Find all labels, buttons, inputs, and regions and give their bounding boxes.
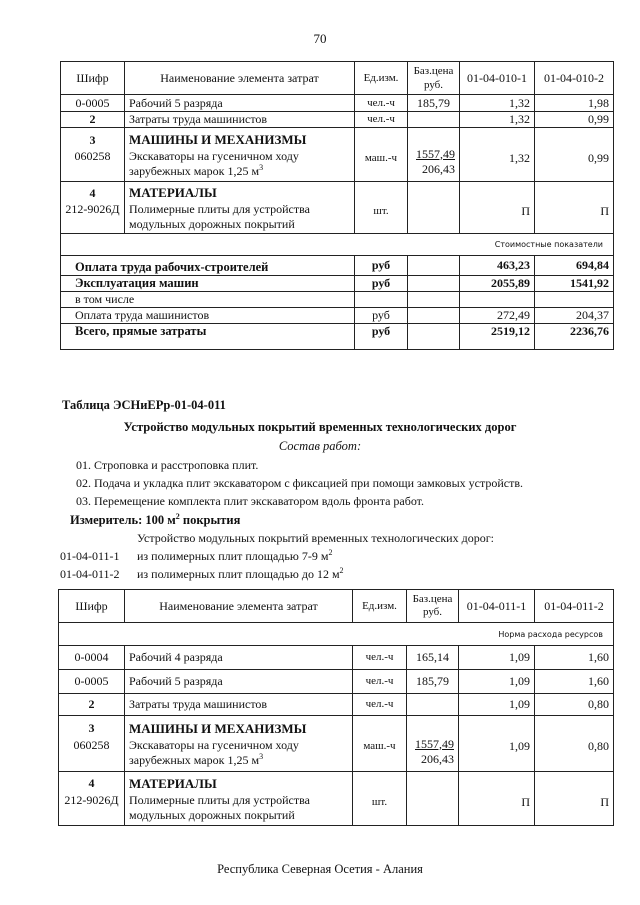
item-code: 060258	[73, 738, 110, 752]
table-row	[61, 112, 614, 128]
summary-row	[61, 276, 614, 292]
row-name: Рабочий 5 разряда	[125, 670, 353, 694]
header-variant-1: 01-04-011-1	[459, 590, 535, 623]
item-name: Экскаваторы на гусеничном ходу зарубежных марок 1,25 $м^3$	[129, 738, 299, 767]
row-unit: маш.-ч	[353, 716, 407, 772]
summary-value-1: 2055,89	[460, 276, 535, 292]
header-code: Шифр	[61, 62, 125, 95]
section-code: 4	[88, 776, 95, 790]
row-code	[61, 128, 125, 182]
summary-unit	[355, 292, 408, 308]
table-row	[59, 646, 614, 670]
section-code: 3	[89, 132, 96, 147]
row-unit: чел.-ч	[353, 694, 407, 716]
row-value-2: 0,80	[535, 716, 614, 772]
section-title: МАТЕРИАЛЫ	[129, 776, 217, 791]
row-code	[61, 182, 125, 234]
table-row-materials	[61, 182, 614, 234]
summary-value-2: 694,84	[535, 256, 614, 276]
row-name	[125, 772, 353, 826]
row-price: 165,14	[407, 646, 459, 670]
header-name: Наименование элемента затрат	[125, 590, 353, 623]
row-code: 2	[61, 112, 125, 128]
section-code: 3	[88, 721, 95, 735]
works-title: Состав работ:	[278, 439, 362, 453]
resource-table-01-04-011	[58, 589, 614, 826]
row-value-1: 1,32	[460, 112, 535, 128]
work-item: 02. Подача и укладка плит экскаватором с фиксацией при помощи замковых устройств.	[76, 476, 524, 490]
page-number: 70	[313, 31, 327, 46]
item-code: 212-9026Д	[65, 201, 120, 216]
header-name: Наименование элемента затрат	[125, 62, 355, 95]
row-name: Рабочий 5 разряда	[125, 95, 355, 112]
header-price-line1: Баз.цена	[413, 65, 454, 77]
work-item: 01. Строповка и расстроповка плит.	[76, 458, 259, 472]
row-value-2: 0,99	[535, 112, 614, 128]
header-code: Шифр	[59, 590, 125, 623]
table-row	[61, 95, 614, 112]
meter-unit: Измеритель: 100 $м^2$ покрытия	[70, 511, 241, 527]
resource-table-01-04-010	[60, 61, 614, 350]
variant-line: 01-04-011-2 из полимерных плит площадью до 12 $м^2$	[60, 566, 344, 581]
row-unit: шт.	[353, 772, 407, 826]
page-footer: Республика Северная Осетия - Алания	[217, 862, 423, 876]
price-top: 1557,49	[415, 736, 454, 751]
table-row-machines	[59, 716, 614, 772]
row-value-1: 1,09	[459, 646, 535, 670]
cost-caption-row	[61, 234, 614, 256]
row-code	[59, 716, 125, 772]
row-name	[125, 128, 355, 182]
summary-unit: руб	[355, 324, 408, 350]
summary-value-2: 204,37	[535, 308, 614, 324]
table-row-machines	[61, 128, 614, 182]
row-price	[407, 716, 459, 772]
header-unit: Ед.изм.	[355, 62, 408, 95]
row-value-1: 1,32	[460, 95, 535, 112]
summary-unit: руб	[355, 308, 408, 324]
summary-label: Всего, прямые затраты	[61, 324, 355, 350]
row-name: Затраты труда машинистов	[125, 112, 355, 128]
section-code: 4	[89, 185, 96, 200]
row-value-2: П	[535, 772, 614, 826]
summary-value-1: 2519,12	[460, 324, 535, 350]
row-price	[408, 128, 460, 182]
row-code	[59, 772, 125, 826]
row-name: Затраты труда машинистов	[125, 694, 353, 716]
row-value-2: 0,99	[535, 128, 614, 182]
summary-value-2	[535, 292, 614, 308]
summary-price	[408, 324, 460, 350]
variant-text: из полимерных плит площадью 7-9 м	[137, 549, 329, 563]
header-price	[408, 62, 460, 95]
row-value-1: 1,32	[460, 128, 535, 182]
section-title: МАШИНЫ И МЕХАНИЗМЫ	[129, 131, 307, 147]
summary-unit: руб	[355, 256, 408, 276]
summary-row-total	[61, 324, 614, 350]
price-bottom: 206,43	[421, 751, 454, 766]
row-unit: шт.	[355, 182, 408, 234]
item-name: Полимерные плиты для устройства модульных дорожных покрытий	[129, 793, 310, 822]
variant-text: из полимерных плит площадью до 12 м	[137, 567, 340, 581]
row-value-1: 1,09	[459, 694, 535, 716]
variant-line: 01-04-011-1 из полимерных плит площадью 7-9 $м^2$	[60, 548, 333, 563]
summary-row	[61, 308, 614, 324]
row-value-2: 0,80	[535, 694, 614, 716]
table-row-materials	[59, 772, 614, 826]
summary-price	[408, 256, 460, 276]
row-price: 185,79	[407, 670, 459, 694]
row-value-1: П	[459, 772, 535, 826]
summary-unit: руб	[355, 276, 408, 292]
row-unit: маш.-ч	[355, 128, 408, 182]
row-price	[407, 694, 459, 716]
norm-caption: Норма расхода ресурсов	[59, 623, 614, 646]
row-code: 0-0005	[59, 670, 125, 694]
item-code: 212-9026Д	[64, 793, 119, 807]
row-value-2: 1,98	[535, 95, 614, 112]
row-name	[125, 182, 355, 234]
header-variant-2: 01-04-011-2	[535, 590, 614, 623]
work-item: 03. Перемещение комплекта плит экскаватором вдоль фронта работ.	[76, 494, 425, 508]
price-bottom: 206,43	[422, 161, 455, 176]
row-unit: чел.-ч	[353, 646, 407, 670]
table-subtitle: Устройство модульных покрытий временных технологических дорог	[123, 420, 517, 434]
row-unit: чел.-ч	[353, 670, 407, 694]
summary-value-1: 272,49	[460, 308, 535, 324]
row-name	[125, 716, 353, 772]
section-title: МАТЕРИАЛЫ	[129, 184, 217, 200]
summary-value-1	[460, 292, 535, 308]
row-price: 185,79	[408, 95, 460, 112]
table-header-row	[59, 590, 614, 623]
summary-price	[408, 276, 460, 292]
row-name: Рабочий 4 разряда	[125, 646, 353, 670]
row-value-1: 1,09	[459, 716, 535, 772]
summary-price	[408, 292, 460, 308]
item-name: Полимерные плиты для устройства модульных дорожных покрытий	[129, 201, 310, 231]
summary-row	[61, 292, 614, 308]
section-title: МАШИНЫ И МЕХАНИЗМЫ	[129, 721, 307, 736]
row-value-1: П	[460, 182, 535, 234]
row-code: 0-0004	[59, 646, 125, 670]
header-price	[407, 590, 459, 623]
table-row	[59, 694, 614, 716]
price-top: 1557,49	[416, 146, 455, 161]
row-code: 2	[59, 694, 125, 716]
summary-label: Оплата труда машинистов	[61, 308, 355, 324]
summary-value-2: 1541,92	[535, 276, 614, 292]
summary-price	[408, 308, 460, 324]
row-unit: чел.-ч	[355, 95, 408, 112]
row-price	[408, 112, 460, 128]
norm-caption-row	[59, 623, 614, 646]
header-price-line2: руб.	[422, 606, 443, 618]
row-value-1: 1,09	[459, 670, 535, 694]
item-name: Экскаваторы на гусеничном ходу зарубежных марок 1,25 $м^3$	[129, 148, 299, 178]
table-title: Таблица ЭСНиЕРр-01-04-011	[62, 398, 226, 412]
header-variant-2: 01-04-010-2	[535, 62, 614, 95]
header-unit: Ед.изм.	[353, 590, 407, 623]
header-variant-1: 01-04-010-1	[460, 62, 535, 95]
variants-intro: Устройство модульных покрытий временных технологических дорог:	[137, 531, 494, 545]
summary-label: в том числе	[61, 292, 355, 308]
table-header-row	[61, 62, 614, 95]
header-price-line2: руб.	[423, 79, 444, 91]
row-price	[407, 772, 459, 826]
table-row	[59, 670, 614, 694]
summary-row	[61, 256, 614, 276]
summary-value-2: 2236,76	[535, 324, 614, 350]
variant-code: 01-04-011-2	[60, 567, 120, 581]
row-value-2: П	[535, 182, 614, 234]
summary-label: Оплата труда рабочих-строителей	[61, 256, 355, 276]
summary-label: Эксплуатация машин	[61, 276, 355, 292]
row-value-2: 1,60	[535, 670, 614, 694]
header-price-line1: Баз.цена	[412, 593, 453, 605]
row-price	[408, 182, 460, 234]
item-code: 060258	[74, 148, 111, 163]
cost-caption: Стоимостные показатели	[61, 234, 614, 256]
row-unit: чел.-ч	[355, 112, 408, 128]
summary-value-1: 463,23	[460, 256, 535, 276]
row-code: 0-0005	[61, 95, 125, 112]
variant-code: 01-04-011-1	[60, 549, 120, 563]
row-value-2: 1,60	[535, 646, 614, 670]
